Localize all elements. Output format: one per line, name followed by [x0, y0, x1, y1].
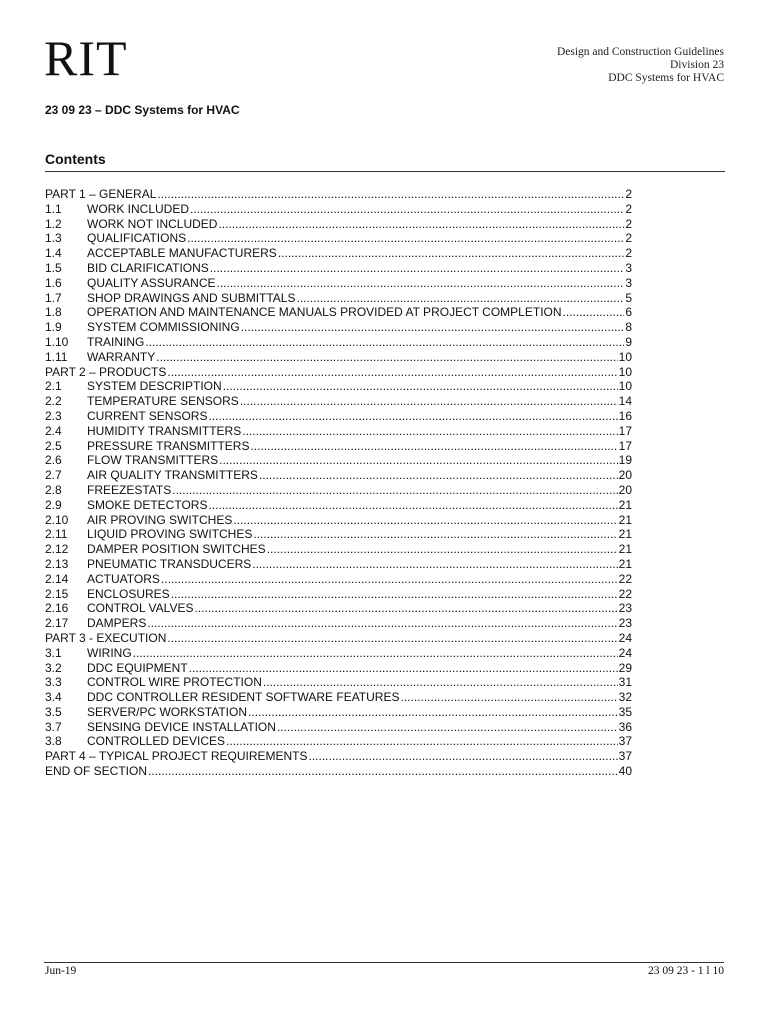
toc-entry-number: 1.9	[45, 320, 62, 335]
toc-entry-number: 1.6	[45, 275, 62, 290]
toc-entry-page: 37	[618, 734, 632, 749]
toc-dot-leader	[147, 616, 617, 631]
toc-dot-leader	[161, 572, 618, 587]
toc-entry[interactable]	[45, 661, 632, 676]
toc-entry-title: PRESSURE TRANSMITTERS	[87, 438, 250, 453]
toc-entry-title: PART 2 – PRODUCTS	[45, 364, 167, 379]
toc-dot-leader	[208, 498, 617, 513]
toc-dot-leader	[194, 601, 617, 616]
toc-entry-number: 3.1	[45, 645, 62, 660]
toc-dot-leader	[277, 720, 618, 735]
toc-entry-page: 2	[625, 187, 632, 201]
toc-entry-title: WORK NOT INCLUDED	[87, 216, 218, 231]
toc-dot-leader	[145, 335, 624, 350]
toc-entry-number: 2.8	[45, 482, 62, 497]
toc-entry-page: 21	[618, 527, 632, 542]
toc-entry-title: ACCEPTABLE MANUFACTURERS	[87, 246, 277, 261]
toc-entry-title: CURRENT SENSORS	[87, 408, 208, 423]
toc-entry-title: END OF SECTION	[45, 764, 148, 779]
toc-entry-page: 23	[618, 616, 632, 631]
toc-entry[interactable]	[45, 291, 632, 306]
toc-entry-page: 24	[618, 630, 632, 645]
toc-entry-number: 3.7	[45, 719, 62, 734]
toc-dot-leader	[259, 468, 618, 483]
toc-entry[interactable]	[45, 468, 632, 483]
toc-entry-page: 20	[618, 482, 632, 497]
toc-dot-leader	[233, 513, 617, 528]
toc-entry-title: SENSING DEVICE INSTALLATION	[87, 719, 276, 734]
toc-dot-leader	[296, 291, 624, 306]
toc-dot-leader	[278, 246, 625, 261]
toc-dot-leader	[240, 394, 618, 409]
toc-entry[interactable]	[45, 527, 632, 542]
toc-entry[interactable]	[45, 542, 632, 557]
document-header	[557, 46, 724, 85]
toc-entry-title: AIR QUALITY TRANSMITTERS	[87, 468, 258, 483]
toc-dot-leader	[263, 675, 618, 690]
toc-dot-leader	[250, 439, 617, 454]
toc-entry-number: 2.16	[45, 601, 69, 616]
toc-entry-number: 1.3	[45, 231, 62, 246]
toc-entry-page: 19	[618, 453, 632, 468]
toc-entry-title: DAMPERS	[87, 616, 147, 631]
toc-entry[interactable]	[45, 453, 632, 468]
toc-dot-leader	[210, 261, 625, 276]
toc-entry-number: 2.14	[45, 571, 69, 586]
toc-entry-title: CONTROL VALVES	[87, 601, 194, 616]
toc-entry-page: 21	[618, 512, 632, 527]
toc-entry-title: OPERATION AND MAINTENANCE MANUALS PROVIDED AT PROJECT COMPLETION	[87, 305, 562, 320]
toc-dot-leader	[253, 527, 617, 542]
toc-entry[interactable]	[45, 705, 632, 720]
toc-entry-page: 21	[618, 497, 632, 512]
toc-entry-title: CONTROLLED DEVICES	[87, 734, 226, 749]
toc-entry[interactable]	[45, 409, 632, 424]
toc-entry-title: WARRANTY	[87, 349, 156, 364]
toc-entry-number: 2.17	[45, 616, 69, 631]
toc-entry-number: 1.10	[45, 334, 69, 349]
toc-entry[interactable]	[45, 498, 632, 513]
toc-entry[interactable]	[45, 439, 632, 454]
toc-entry[interactable]	[45, 572, 632, 587]
toc-entry[interactable]	[45, 513, 632, 528]
toc-entry-title: TRAINING	[87, 334, 145, 349]
toc-entry-page: 10	[618, 349, 632, 364]
toc-dot-leader	[223, 379, 618, 394]
toc-entry-number: 1.2	[45, 216, 62, 231]
footer-page-number: 23 09 23 - 1 l 10	[647, 965, 724, 977]
toc-entry-title: PART 3 - EXECUTION	[45, 630, 167, 645]
toc-entry-page: 21	[618, 556, 632, 571]
toc-entry-page: 22	[618, 586, 632, 601]
toc-entry-title: WIRING	[87, 645, 132, 660]
toc-entry-page: 5	[625, 290, 632, 305]
toc-entry-title: DAMPER POSITION SWITCHES	[87, 542, 266, 557]
toc-dot-leader	[208, 409, 617, 424]
toc-entry-title: FREEZESTATS	[87, 482, 172, 497]
toc-entry-number: 2.15	[45, 586, 69, 601]
toc-entry-page: 31	[618, 675, 632, 690]
toc-entry-page: 24	[618, 645, 632, 660]
toc-entry-page: 23	[618, 601, 632, 616]
toc-entry-title: DDC EQUIPMENT	[87, 660, 188, 675]
toc-entry[interactable]	[45, 424, 632, 439]
toc-entry-title: HUMIDITY TRANSMITTERS	[87, 423, 242, 438]
toc-entry[interactable]	[45, 631, 632, 646]
toc-entry-number: 2.10	[45, 512, 69, 527]
toc-entry[interactable]	[45, 335, 632, 350]
toc-entry-page: 35	[618, 704, 632, 719]
toc-entry-title: DDC CONTROLLER RESIDENT SOFTWARE FEATURES	[87, 690, 400, 705]
toc-entry-number: 2.11	[45, 527, 68, 542]
toc-entry-number: 3.2	[45, 660, 62, 675]
toc-entry-page: 29	[618, 660, 632, 675]
toc-entry-page: 21	[618, 542, 632, 557]
toc-entry-number: 3.5	[45, 704, 62, 719]
toc-dot-leader	[252, 557, 617, 572]
toc-entry-page: 2	[625, 231, 632, 246]
toc-entry-number: 2.13	[45, 556, 69, 571]
toc-dot-leader	[219, 453, 618, 468]
toc-entry-page: 16	[618, 408, 632, 423]
toc-entry-number: 2.2	[45, 394, 62, 409]
toc-entry[interactable]	[45, 305, 632, 320]
toc-dot-leader	[309, 749, 618, 764]
toc-entry-number: 1.11	[45, 349, 68, 364]
toc-entry[interactable]	[45, 202, 632, 217]
toc-entry[interactable]	[45, 231, 632, 246]
toc-dot-leader	[400, 690, 617, 705]
toc-entry-title: TEMPERATURE SENSORS	[87, 394, 239, 409]
toc-dot-leader	[171, 587, 618, 602]
toc-dot-leader	[216, 276, 624, 291]
toc-entry-title: SYSTEM DESCRIPTION	[87, 379, 222, 394]
toc-entry[interactable]	[45, 690, 632, 705]
toc-dot-leader	[167, 631, 617, 646]
table-of-contents	[45, 187, 632, 779]
toc-entry[interactable]	[45, 394, 632, 409]
toc-entry[interactable]	[45, 187, 632, 202]
toc-entry-page: 3	[625, 260, 632, 275]
toc-entry-page: 2	[625, 201, 632, 216]
toc-dot-leader	[218, 217, 624, 232]
toc-entry-number: 1.5	[45, 260, 62, 275]
toc-entry-number: 2.9	[45, 497, 62, 512]
toc-entry-number: 2.12	[45, 542, 69, 557]
toc-entry-title: ENCLOSURES	[87, 586, 170, 601]
toc-entry-page: 36	[618, 719, 632, 734]
toc-entry-title: AIR PROVING SWITCHES	[87, 512, 233, 527]
toc-entry-number: 3.4	[45, 690, 62, 705]
toc-dot-leader	[267, 542, 618, 557]
toc-entry-number: 1.8	[45, 305, 62, 320]
toc-entry[interactable]	[45, 365, 632, 380]
toc-entry-title: ACTUATORS	[87, 571, 160, 586]
toc-entry-number: 3.8	[45, 734, 62, 749]
toc-entry[interactable]	[45, 246, 632, 261]
toc-entry[interactable]	[45, 720, 632, 735]
toc-entry-page: 2	[625, 246, 632, 261]
contents-heading: Contents	[45, 151, 725, 172]
toc-entry-title: LIQUID PROVING SWITCHES	[87, 527, 253, 542]
toc-entry-title: CONTROL WIRE PROTECTION	[87, 675, 262, 690]
toc-entry-title: SMOKE DETECTORS	[87, 497, 208, 512]
footer-date: Jun-19	[45, 965, 77, 977]
toc-dot-leader	[189, 661, 618, 676]
toc-entry[interactable]	[45, 217, 632, 232]
section-title: 23 09 23 – DDC Systems for HVAC	[45, 103, 240, 117]
header-guidelines: Design and Construction Guidelines	[556, 46, 724, 58]
toc-entry-title: QUALIFICATIONS	[87, 231, 187, 246]
toc-dot-leader	[563, 305, 625, 320]
toc-entry-number: 2.5	[45, 438, 62, 453]
toc-entry-page: 6	[625, 305, 632, 320]
toc-entry-page: 40	[618, 764, 632, 779]
toc-entry-page: 32	[618, 690, 632, 705]
toc-entry-page: 10	[618, 379, 632, 394]
toc-dot-leader	[226, 734, 618, 749]
toc-entry[interactable]	[45, 601, 632, 616]
toc-entry-page: 3	[625, 275, 632, 290]
toc-entry[interactable]	[45, 749, 632, 764]
toc-entry[interactable]	[45, 276, 632, 291]
toc-dot-leader	[241, 320, 625, 335]
footer-divider	[44, 962, 724, 963]
toc-entry-number: 2.1	[45, 379, 62, 394]
toc-entry[interactable]	[45, 764, 632, 779]
toc-entry-title: PNEUMATIC TRANSDUCERS	[87, 556, 252, 571]
toc-entry-title: FLOW TRANSMITTERS	[87, 453, 219, 468]
toc-entry-page: 22	[618, 571, 632, 586]
toc-entry[interactable]	[45, 379, 632, 394]
toc-entry[interactable]	[45, 616, 632, 631]
toc-entry-title: QUALITY ASSURANCE	[87, 275, 216, 290]
toc-dot-leader	[248, 705, 618, 720]
toc-entry-title: WORK INCLUDED	[87, 201, 190, 216]
toc-dot-leader	[156, 350, 617, 365]
toc-entry-number: 1.7	[45, 290, 62, 305]
toc-entry-number: 2.4	[45, 423, 62, 438]
toc-dot-leader	[133, 646, 618, 661]
toc-entry[interactable]	[45, 675, 632, 690]
toc-entry[interactable]	[45, 261, 632, 276]
toc-entry-title: SERVER/PC WORKSTATION	[87, 704, 248, 719]
toc-entry-number: 3.3	[45, 675, 62, 690]
toc-dot-leader	[242, 424, 617, 439]
rit-logo: RIT	[44, 30, 128, 86]
toc-entry-page: 17	[618, 423, 632, 438]
toc-entry-page: 14	[618, 394, 632, 409]
toc-entry[interactable]	[45, 557, 632, 572]
toc-entry-title: PART 1 – GENERAL	[45, 187, 157, 201]
toc-entry-number: 1.1	[45, 201, 62, 216]
toc-entry[interactable]	[45, 734, 632, 749]
toc-entry[interactable]	[45, 483, 632, 498]
toc-entry-number: 1.4	[45, 246, 62, 261]
toc-dot-leader	[148, 764, 618, 779]
toc-entry-page: 10	[618, 364, 632, 379]
toc-entry-title: BID CLARIFICATIONS	[87, 260, 209, 275]
toc-entry-number: 2.6	[45, 453, 62, 468]
header-section-name: DDC Systems for HVAC	[608, 72, 724, 84]
toc-entry-page: 8	[625, 320, 632, 335]
header-division: Division 23	[670, 59, 724, 71]
toc-entry-page: 37	[618, 749, 632, 764]
toc-dot-leader	[190, 202, 624, 217]
toc-dot-leader	[172, 483, 617, 498]
toc-entry[interactable]	[45, 646, 632, 661]
toc-entry-number: 2.7	[45, 468, 62, 483]
toc-entry-page: 20	[618, 468, 632, 483]
toc-dot-leader	[187, 231, 624, 246]
toc-entry-page: 17	[618, 438, 632, 453]
toc-entry-page: 9	[625, 334, 632, 349]
toc-entry[interactable]	[45, 587, 632, 602]
toc-entry[interactable]	[45, 350, 632, 365]
toc-dot-leader	[157, 187, 624, 202]
toc-dot-leader	[167, 365, 617, 380]
toc-entry-number: 2.3	[45, 408, 62, 423]
toc-entry-page: 2	[625, 216, 632, 231]
toc-entry-title: SHOP DRAWINGS AND SUBMITTALS	[87, 290, 296, 305]
toc-entry-title: SYSTEM COMMISSIONING	[87, 320, 240, 335]
toc-entry[interactable]	[45, 320, 632, 335]
toc-entry-title: PART 4 – TYPICAL PROJECT REQUIREMENTS	[45, 749, 308, 764]
